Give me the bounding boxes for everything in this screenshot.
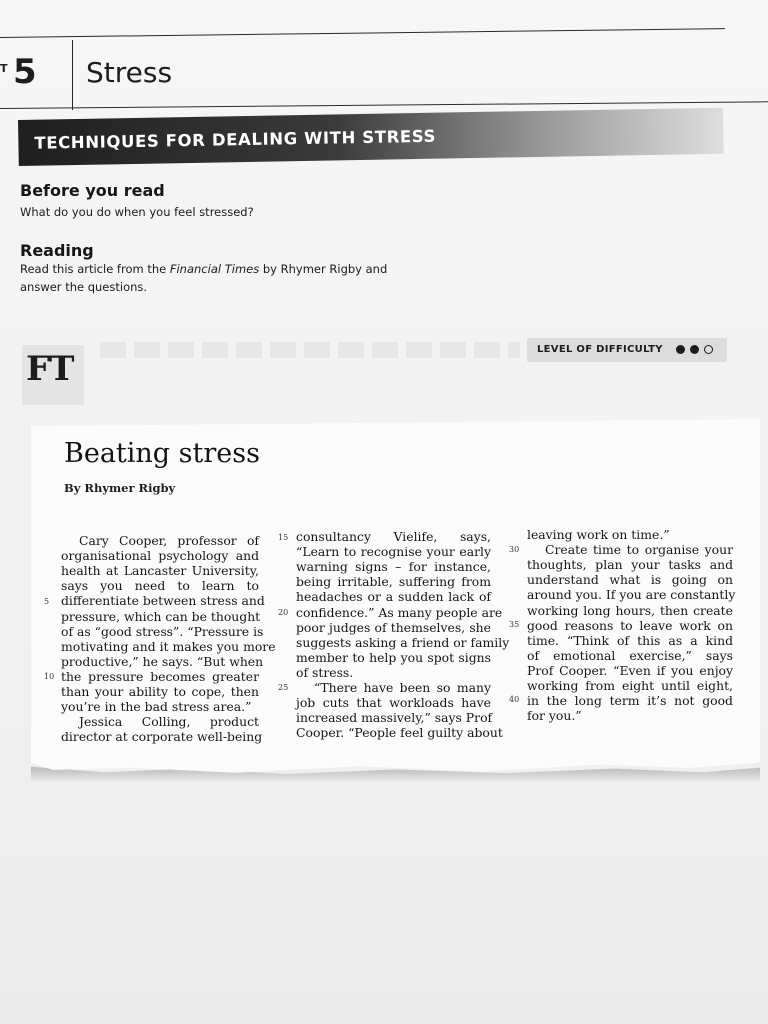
article-line: warning signs – for instance, [296, 559, 491, 575]
difficulty-dot-filled [690, 345, 699, 354]
reading-instruction-line-1: Read this article from the Financial Times by Rhymer Rigby and [20, 262, 388, 276]
unit-label-fragment: T [0, 62, 8, 75]
article-line: around you. If you are constantly [527, 587, 736, 603]
article-line: “Learn to recognise your early [296, 544, 491, 560]
line-number: 30 [509, 545, 520, 554]
difficulty-label: LEVEL OF DIFFICULTY [537, 344, 663, 355]
difficulty-dot-filled [676, 345, 685, 354]
unit-number: 5 [13, 52, 37, 92]
article-line: motivating and it makes you more [61, 638, 276, 654]
article-line: pressure, which can be thought [61, 608, 261, 624]
article-line: organisational psychology and [61, 548, 259, 564]
article-line: than your ability to cope, then [61, 684, 259, 699]
line-number: 25 [278, 683, 289, 692]
line-number: 40 [509, 695, 520, 704]
line-number: 20 [278, 608, 289, 617]
unit-title: Stress [86, 56, 173, 89]
ft-logo [22, 345, 84, 405]
article-line: time. “Think of this as a kind [527, 632, 733, 648]
article-line: of as “good stress”. “Pressure is [61, 623, 264, 639]
article-line: Cary Cooper, professor of [79, 533, 259, 548]
article-title: Beating stress [64, 438, 260, 469]
article-line: headaches or a sudden lack of [296, 589, 491, 605]
header-divider [72, 40, 73, 110]
article-line: being irritable, suffering from [296, 574, 491, 590]
article-line: working from eight until eight, [527, 678, 733, 693]
article-line: “There have been so many [314, 680, 491, 695]
difficulty-indicator [527, 338, 727, 362]
article-line: Create time to organise your [545, 542, 733, 558]
article-line: of stress. [296, 664, 354, 680]
line-number: 5 [44, 597, 50, 606]
article-line: increased massively,” says Prof [296, 710, 493, 726]
reading-instruction-line-2: answer the questions. [20, 280, 148, 294]
article-line: differentiate between stress and [61, 593, 265, 609]
article-line: of emotional exercise,” says [527, 647, 733, 663]
article-line: Cooper. “People feel guilty about [296, 725, 503, 741]
article-line: job cuts that workloads have [296, 695, 491, 711]
article-line: consultancy Vielife, says, [296, 529, 491, 544]
article-line: Jessica Colling, product [79, 714, 259, 730]
line-number: 10 [44, 672, 55, 681]
article-line: you’re in the bad stress area.” [61, 699, 252, 715]
before-you-read-question: What do you do when you feel stressed? [20, 205, 254, 219]
reading-heading: Reading [20, 241, 94, 260]
article-line: member to help you spot signs [296, 649, 491, 665]
line-number: 35 [509, 620, 520, 629]
article-line: leaving work on time.” [527, 527, 670, 542]
article-byline: By Rhymer Rigby [64, 481, 176, 495]
before-you-read-heading: Before you read [20, 181, 165, 200]
article-line: health at Lancaster University, [61, 563, 259, 579]
show-through-texture [100, 342, 520, 358]
article-line: Prof Cooper. “Even if you enjoy [527, 662, 733, 678]
ft-logo-text: FT [26, 349, 74, 389]
source-name: Financial Times [169, 262, 260, 276]
article-line: director at corporate well-being [61, 729, 263, 745]
article-line: poor judges of themselves, she [296, 619, 491, 635]
article-line: working long hours, then create [527, 602, 733, 618]
article-line: thoughts, plan your tasks and [527, 557, 733, 573]
article-line: says you need to learn to [61, 578, 259, 594]
article-line: confidence.” As many people are [296, 604, 503, 620]
article-line: the pressure becomes greater [61, 668, 259, 684]
article-line: for you.” [527, 708, 582, 724]
article-line: in the long term it’s not good [527, 693, 733, 709]
article-line: understand what is going on [527, 572, 733, 588]
section-banner-title: TECHNIQUES FOR DEALING WITH STRESS [34, 126, 437, 153]
article-line: good reasons to leave work on [527, 617, 733, 633]
difficulty-dot-empty [704, 345, 713, 354]
article-line: productive,” he says. “But when [61, 653, 264, 669]
line-number: 15 [278, 533, 289, 542]
article-line: suggests asking a friend or family [296, 634, 510, 650]
